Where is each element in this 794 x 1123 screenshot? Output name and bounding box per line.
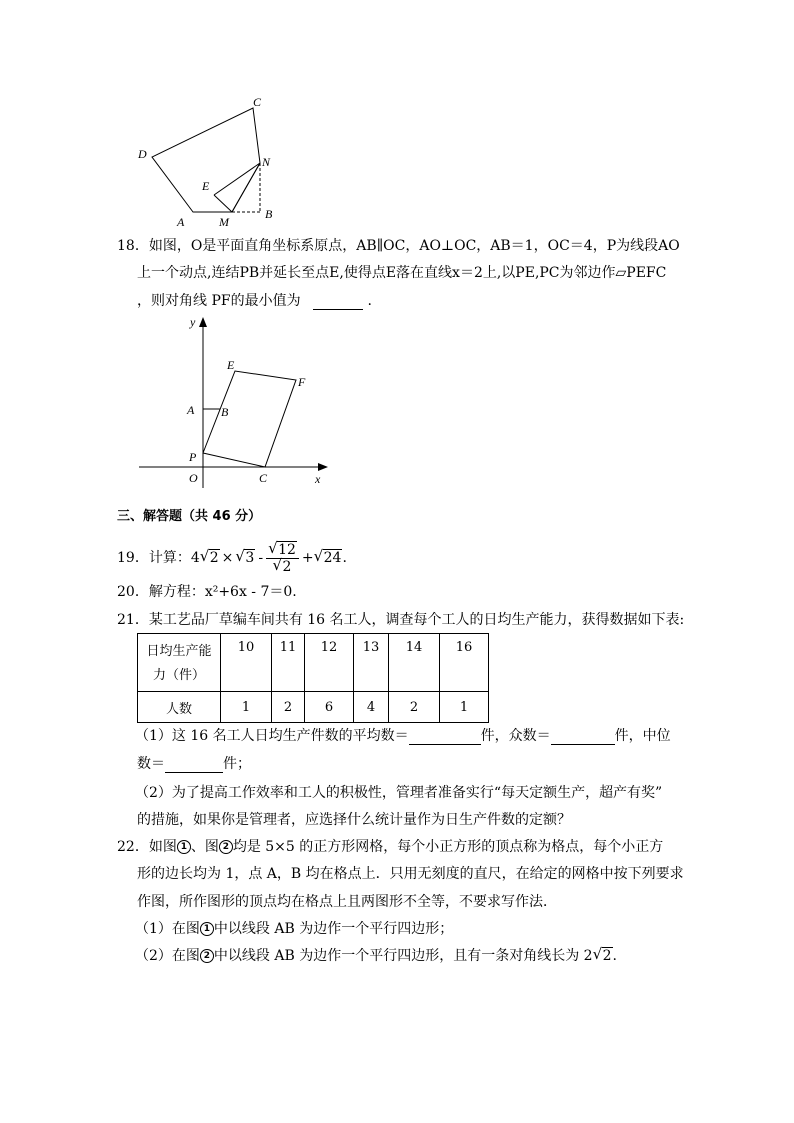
q19-sqrt-12: √ 12	[268, 538, 296, 558]
q18-line-3	[137, 292, 372, 310]
figure-2-marker: 2	[200, 949, 214, 963]
fig18-label-x: x	[315, 472, 321, 486]
fig18-label-e: E	[227, 358, 235, 372]
fig18-y-arrow	[199, 317, 207, 327]
fig17-pentagon	[152, 108, 260, 212]
figure-2-marker: 2	[219, 840, 233, 854]
table-cell: 2	[272, 692, 305, 723]
fig18-label-p: P	[189, 450, 197, 464]
table-cell: 6	[305, 692, 354, 723]
q18-line-1: 18．如图，O是平面直角坐标系原点，AB∥OC，AO⊥OC，AB＝1，OC＝4，P为线段AO	[117, 238, 680, 254]
fig18-x-arrow	[318, 463, 328, 471]
table-cell: 1	[221, 692, 272, 723]
q19-line	[117, 540, 347, 576]
table-row	[138, 634, 489, 692]
q19-plus: +	[301, 550, 314, 566]
q19-end: .	[342, 550, 347, 566]
q18-answer-blank[interactable]	[313, 295, 363, 310]
q21-part-1-line-2: 数＝ 件；	[137, 756, 251, 772]
figure-18	[130, 312, 340, 492]
q22-line-1: 22．如图 1 、图 2 均是 5×5 的正方形网格，每个小正方形的顶点称为格点，每个小正方	[117, 839, 664, 855]
q19-sqrt-2: √ 2	[199, 547, 219, 566]
fig17-label-a: A	[177, 215, 185, 229]
fig18-label-o: O	[189, 471, 198, 485]
q21-part-1-line-1: （1）这 16 名工人日均生产件数的平均数＝ 件，众数＝ 件，中位	[135, 728, 671, 744]
fig17-line-mn	[232, 163, 260, 212]
q19-minus: -	[258, 550, 264, 566]
q22-part-1: （1）在图 1 中以线段 AB 为边作一个平行四边形；	[135, 921, 454, 937]
q20-line: 20．解方程：x²+6x - 7＝0.	[117, 584, 297, 600]
fig17-label-d: D	[138, 147, 147, 161]
q18-line-2: 上一个动点,连结PB并延长至点E,使得点E落在直线x＝2上,以PE,PC为邻边作▱PEFC	[137, 265, 667, 281]
table-header-label: 日均生产能 力（件）	[138, 634, 221, 692]
table-cell: 14	[389, 634, 440, 692]
table-cell: 11	[272, 634, 305, 692]
table-cell: 1	[440, 692, 489, 723]
q19-sqrt-2-den: √ 2	[272, 555, 292, 575]
table-cell: 2	[389, 692, 440, 723]
fig17-label-e: E	[202, 179, 210, 193]
fig18-label-f: F	[298, 375, 306, 389]
fig18-label-c: C	[259, 471, 268, 485]
fig17-label-m: M	[219, 215, 229, 229]
q21-line-1: 21．某工艺品厂草编车间共有 16 名工人，调查每个工人的日均生产能力，获得数据如下表:	[117, 612, 685, 628]
q18-line-3-end: .	[367, 293, 372, 309]
q22-line-2: 形的边长均为 1，点 A，B 均在格点上．只用无刻度的直尺，在给定的网格中按下列要求	[137, 866, 684, 882]
q19-prefix: 19．计算：	[117, 550, 191, 566]
figure-1-marker: 1	[200, 922, 214, 936]
fig18-parallelogram-pefc	[203, 371, 296, 467]
fig17-label-n: N	[262, 155, 271, 169]
q21-mean-blank[interactable]	[409, 730, 481, 745]
table-cell: 13	[354, 634, 389, 692]
q21-mode-blank[interactable]	[551, 730, 615, 745]
fig17-line-em	[214, 195, 232, 212]
q19-fraction	[266, 538, 299, 575]
section-3-title: 三、解答题（共 46 分）	[117, 509, 262, 524]
fig17-label-c: C	[253, 95, 262, 109]
figure-17	[130, 90, 290, 230]
q19-sqrt-24: √ 24	[313, 547, 342, 566]
q22-part-2: （2）在图 2 中以线段 AB 为边作一个平行四边形，且有一条对角线长为 2 √ 2.	[135, 945, 617, 964]
q21-median-blank[interactable]	[165, 758, 223, 773]
fig17-line-en	[214, 163, 260, 195]
table-row-label: 人数	[138, 692, 221, 723]
q21-part-2-line-1: （2）为了提高工作效率和工人的积极性，管理者准备实行“每天定额生产，超产有奖”	[135, 785, 663, 801]
q22-sqrt-2: √ 2	[592, 945, 612, 964]
table-cell: 10	[221, 634, 272, 692]
table-cell: 4	[354, 692, 389, 723]
q22-line-3: 作图，所作图形的顶点均在格点上且两图形不全等，不要求写作法．	[137, 894, 557, 910]
table-cell: 16	[440, 634, 489, 692]
q18-line-3-text: ，则对角线 PF的最小值为	[137, 293, 301, 309]
fig18-label-a: A	[187, 403, 195, 417]
table-row	[138, 692, 489, 723]
q19-sqrt-3: √ 3	[235, 547, 255, 566]
fig18-label-b: B	[221, 405, 229, 419]
figure-1-marker: 1	[177, 840, 191, 854]
fig18-label-y: y	[190, 315, 196, 329]
q19-times: ×	[221, 550, 234, 566]
q19-coef: 4	[190, 550, 200, 566]
q21-data-table	[137, 633, 489, 723]
table-cell: 12	[305, 634, 354, 692]
q21-part-2-line-2: 的措施，如果你是管理者，应选择什么统计量作为日生产件数的定额？	[137, 812, 571, 828]
fig17-label-b: B	[265, 207, 273, 221]
